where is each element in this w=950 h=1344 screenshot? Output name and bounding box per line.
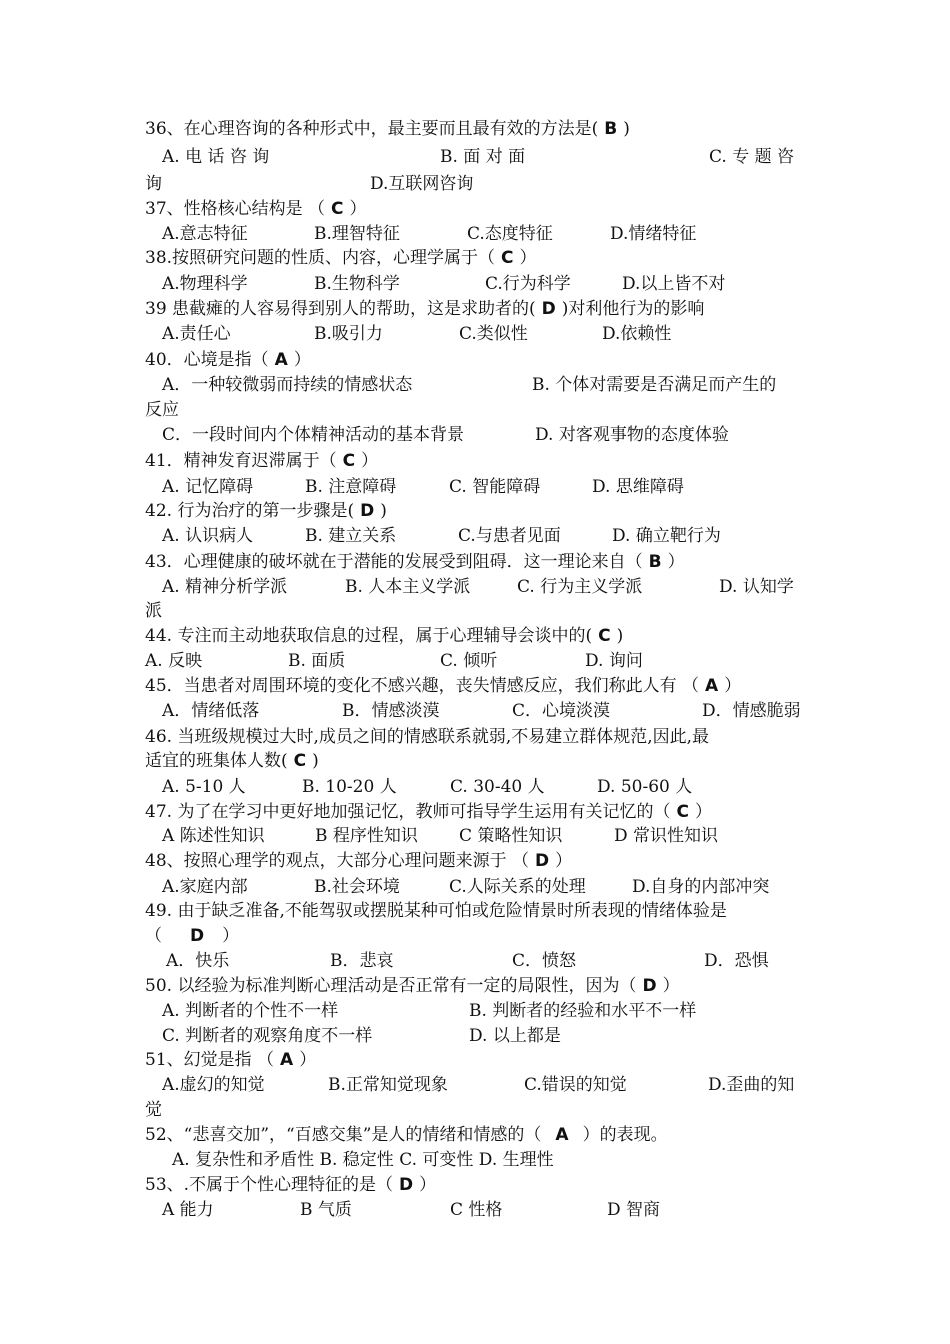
option: A.虚幻的知觉 bbox=[162, 1075, 265, 1095]
option: D. 认知学 bbox=[719, 577, 794, 597]
option: C 性格 bbox=[450, 1200, 503, 1220]
question-stem-end: ） bbox=[519, 248, 537, 268]
question-36 bbox=[145, 117, 813, 141]
question-53 bbox=[145, 1173, 813, 1197]
question-stem: 48、按照心理学的观点，大部分心理问题来源于 （ bbox=[145, 851, 530, 871]
question-stem-end: ） bbox=[555, 851, 573, 871]
option: A. 判断者的个性不一样 bbox=[162, 1001, 339, 1021]
option: D.歪曲的知 bbox=[708, 1075, 795, 1095]
option: B. 面质 bbox=[288, 651, 346, 671]
answer-letter: C bbox=[676, 802, 689, 822]
question-stem: 43．心理健康的破坏就在于潜能的发展受到阻碍．这一理论来自（ bbox=[145, 552, 643, 572]
answer-letter: A bbox=[555, 1125, 569, 1145]
question-50 bbox=[145, 974, 813, 998]
answer-letter: B bbox=[648, 552, 662, 572]
option: D．恐惧 bbox=[704, 951, 769, 971]
question-41 bbox=[145, 449, 813, 473]
answer-letter: D bbox=[190, 926, 205, 946]
question-51 bbox=[145, 1048, 813, 1072]
option: B. 注意障碍 bbox=[305, 477, 397, 497]
answer-letter: D bbox=[541, 299, 556, 319]
option: B. 人本主义学派 bbox=[345, 577, 471, 597]
answer-letter: A bbox=[274, 350, 288, 370]
question-40 bbox=[145, 348, 813, 372]
option: D.互联网咨询 bbox=[370, 174, 474, 194]
answer-letter: D bbox=[360, 501, 375, 521]
option: C.错误的知觉 bbox=[524, 1075, 627, 1095]
question-stem: 40．心境是指（ bbox=[145, 350, 269, 370]
question-52 bbox=[145, 1123, 813, 1147]
option: A.家庭内部 bbox=[162, 877, 248, 897]
question-stem: 47. 为了在学习中更好地加强记忆，教师可指导学生运用有关记忆的（ bbox=[145, 802, 671, 822]
option: B.吸引力 bbox=[314, 324, 383, 344]
answer-letter: A bbox=[705, 676, 719, 696]
option: A.责任心 bbox=[162, 324, 231, 344]
option: C. 智能障碍 bbox=[449, 477, 541, 497]
option: B. 判断者的经验和水平不一样 bbox=[469, 1001, 697, 1021]
option-wrap: 反应 bbox=[145, 400, 179, 420]
question-stem: 36、在心理咨询的各种形式中，最主要而且最有效的方法是( bbox=[145, 119, 599, 139]
option: B. 面 对 面 bbox=[440, 147, 526, 167]
question-stem-end: ) bbox=[380, 501, 387, 521]
question-39 bbox=[145, 297, 813, 321]
option: C. 行为主义学派 bbox=[517, 577, 643, 597]
question-stem-end: ) bbox=[616, 626, 624, 646]
question-42 bbox=[145, 499, 813, 523]
option: B.正常知觉现象 bbox=[328, 1075, 448, 1095]
option: D. 以上都是 bbox=[469, 1026, 561, 1046]
question-stem-end: ）的表现。 bbox=[582, 1125, 668, 1145]
question-49 bbox=[145, 899, 813, 923]
option: C．心境淡漠 bbox=[512, 701, 611, 721]
question-stem: 44. 专注而主动地获取信息的过程，属于心理辅导会谈中的( bbox=[145, 626, 593, 646]
option: B 气质 bbox=[300, 1200, 352, 1220]
option: A. 电 话 咨 询 bbox=[162, 147, 270, 167]
option: D.情绪特征 bbox=[610, 224, 697, 244]
answer-letter: D bbox=[642, 976, 657, 996]
option: A.意志特征 bbox=[162, 224, 248, 244]
option: C. 30-40 人 bbox=[450, 777, 545, 797]
option: A．情绪低落 bbox=[162, 701, 260, 721]
option: B. 个体对需要是否满足而产生的 bbox=[532, 375, 777, 395]
question-stem-end: )对利他行为的影响 bbox=[561, 299, 705, 319]
question-stem: 49. 由于缺乏准备,不能驾驭或摆脱某种可怕或危险情景时所表现的情绪体验是 bbox=[145, 901, 727, 921]
option: D 常识性知识 bbox=[614, 826, 719, 846]
option: D．情感脆弱 bbox=[702, 701, 801, 721]
option: A. 精神分析学派 bbox=[162, 577, 288, 597]
option: A. 认识病人 bbox=[162, 526, 254, 546]
question-stem-end: ） bbox=[349, 199, 367, 219]
question-46-continued bbox=[145, 749, 813, 773]
option: A．快乐 bbox=[166, 951, 230, 971]
option: C.类似性 bbox=[459, 324, 528, 344]
question-stem: 42. 行为治疗的第一步骤是( bbox=[145, 501, 355, 521]
option: D 智商 bbox=[607, 1200, 661, 1220]
option: D. 思维障碍 bbox=[592, 477, 684, 497]
question-49-continued bbox=[145, 924, 813, 948]
option: A. 5-10 人 bbox=[162, 777, 246, 797]
question-stem-end: ) bbox=[623, 119, 630, 139]
question-stem: 39 患截瘫的人容易得到别人的帮助，这是求助者的( bbox=[145, 299, 536, 319]
question-stem-end: ） bbox=[293, 350, 311, 370]
question-stem-end: ） bbox=[222, 926, 240, 946]
option: D.自身的内部冲突 bbox=[632, 877, 770, 897]
option: B.理智特征 bbox=[314, 224, 400, 244]
option: D.依赖性 bbox=[602, 324, 672, 344]
option-wrap: 派 bbox=[145, 601, 162, 621]
option: C．一段时间内个体精神活动的基本背景 bbox=[162, 425, 465, 445]
option: A. 记忆障碍 bbox=[162, 477, 254, 497]
question-stem: 38.按照研究问题的性质、内容，心理学属于（ bbox=[145, 248, 496, 268]
option: D. 询问 bbox=[585, 651, 643, 671]
question-48 bbox=[145, 849, 813, 873]
option: D.以上皆不对 bbox=[622, 274, 726, 294]
question-stem-end: ) bbox=[312, 751, 319, 771]
answer-letter: C bbox=[342, 451, 356, 471]
answer-letter: D bbox=[535, 851, 550, 871]
answer-letter: B bbox=[604, 119, 618, 139]
question-stem: 52、“悲喜交加”，“百感交集”是人的情绪和情感的（ bbox=[145, 1125, 542, 1145]
question-stem: 45．当患者对周围环境的变化不感兴趣，丧失情感反应，我们称此人有 （ bbox=[145, 676, 700, 696]
option: A 能力 bbox=[162, 1200, 214, 1220]
option-wrap: 询 bbox=[145, 174, 162, 194]
question-44 bbox=[145, 624, 813, 648]
question-43 bbox=[145, 550, 813, 574]
question-stem-end: ） bbox=[667, 552, 685, 572]
option: B.生物科学 bbox=[314, 274, 400, 294]
option: A. 复杂性和矛盾性 B. 稳定性 C. 可变性 D. 生理性 bbox=[172, 1150, 554, 1170]
option: C．愤怒 bbox=[512, 951, 577, 971]
question-stem: 适宜的班集体人数( bbox=[145, 751, 288, 771]
option: D. 对客观事物的态度体验 bbox=[535, 425, 729, 445]
option: C.行为科学 bbox=[485, 274, 571, 294]
question-stem: 46. 当班级规模过大时,成员之间的情感联系就弱,不易建立群体规范,因此,最 bbox=[145, 727, 710, 747]
option: A.物理科学 bbox=[162, 274, 248, 294]
question-stem-end: ） bbox=[299, 1050, 317, 1070]
answer-letter: C bbox=[501, 248, 514, 268]
question-stem: 53、.不属于个性心理特征的是（ bbox=[145, 1175, 394, 1195]
option: C. 专 题 咨 bbox=[709, 147, 795, 167]
question-stem-end: ） bbox=[419, 1175, 437, 1195]
answer-letter: C bbox=[598, 626, 611, 646]
question-stem: （ bbox=[145, 926, 162, 946]
option: C.态度特征 bbox=[467, 224, 553, 244]
answer-letter: A bbox=[280, 1050, 294, 1070]
answer-letter: C bbox=[331, 199, 344, 219]
question-46 bbox=[145, 725, 813, 749]
question-stem: 41．精神发育迟滞属于（ bbox=[145, 451, 337, 471]
option: C.人际关系的处理 bbox=[449, 877, 586, 897]
question-45 bbox=[145, 674, 813, 698]
option: B. 10-20 人 bbox=[302, 777, 397, 797]
question-37 bbox=[145, 197, 813, 221]
question-stem-end: ） bbox=[361, 451, 379, 471]
question-stem-end: ） bbox=[662, 976, 680, 996]
answer-letter: D bbox=[399, 1175, 414, 1195]
option: B.社会环境 bbox=[314, 877, 400, 897]
answer-letter: C bbox=[293, 751, 307, 771]
option: C. 倾听 bbox=[440, 651, 498, 671]
option: B．情感淡漠 bbox=[342, 701, 440, 721]
option: C. 判断者的观察角度不一样 bbox=[162, 1026, 373, 1046]
question-stem: 50. 以经验为标准判断心理活动是否正常有一定的局限性，因为（ bbox=[145, 976, 637, 996]
option: A 陈述性知识 bbox=[162, 826, 265, 846]
option: B．悲哀 bbox=[330, 951, 394, 971]
question-stem-end: ） bbox=[694, 802, 712, 822]
option-wrap: 觉 bbox=[145, 1100, 162, 1120]
option: C.与患者见面 bbox=[458, 526, 561, 546]
question-38 bbox=[145, 246, 813, 270]
option: C 策略性知识 bbox=[459, 826, 563, 846]
question-47 bbox=[145, 800, 813, 824]
option: A．一种较微弱而持续的情感状态 bbox=[162, 375, 413, 395]
option: D. 50-60 人 bbox=[597, 777, 693, 797]
question-stem-end: ） bbox=[724, 676, 742, 696]
option: B 程序性知识 bbox=[315, 826, 418, 846]
question-stem: 51、幻觉是指 （ bbox=[145, 1050, 275, 1070]
question-stem: 37、性格核心结构是 （ bbox=[145, 199, 326, 219]
option: D. 确立靶行为 bbox=[612, 526, 721, 546]
option: B. 建立关系 bbox=[305, 526, 397, 546]
option: A. 反映 bbox=[145, 651, 203, 671]
